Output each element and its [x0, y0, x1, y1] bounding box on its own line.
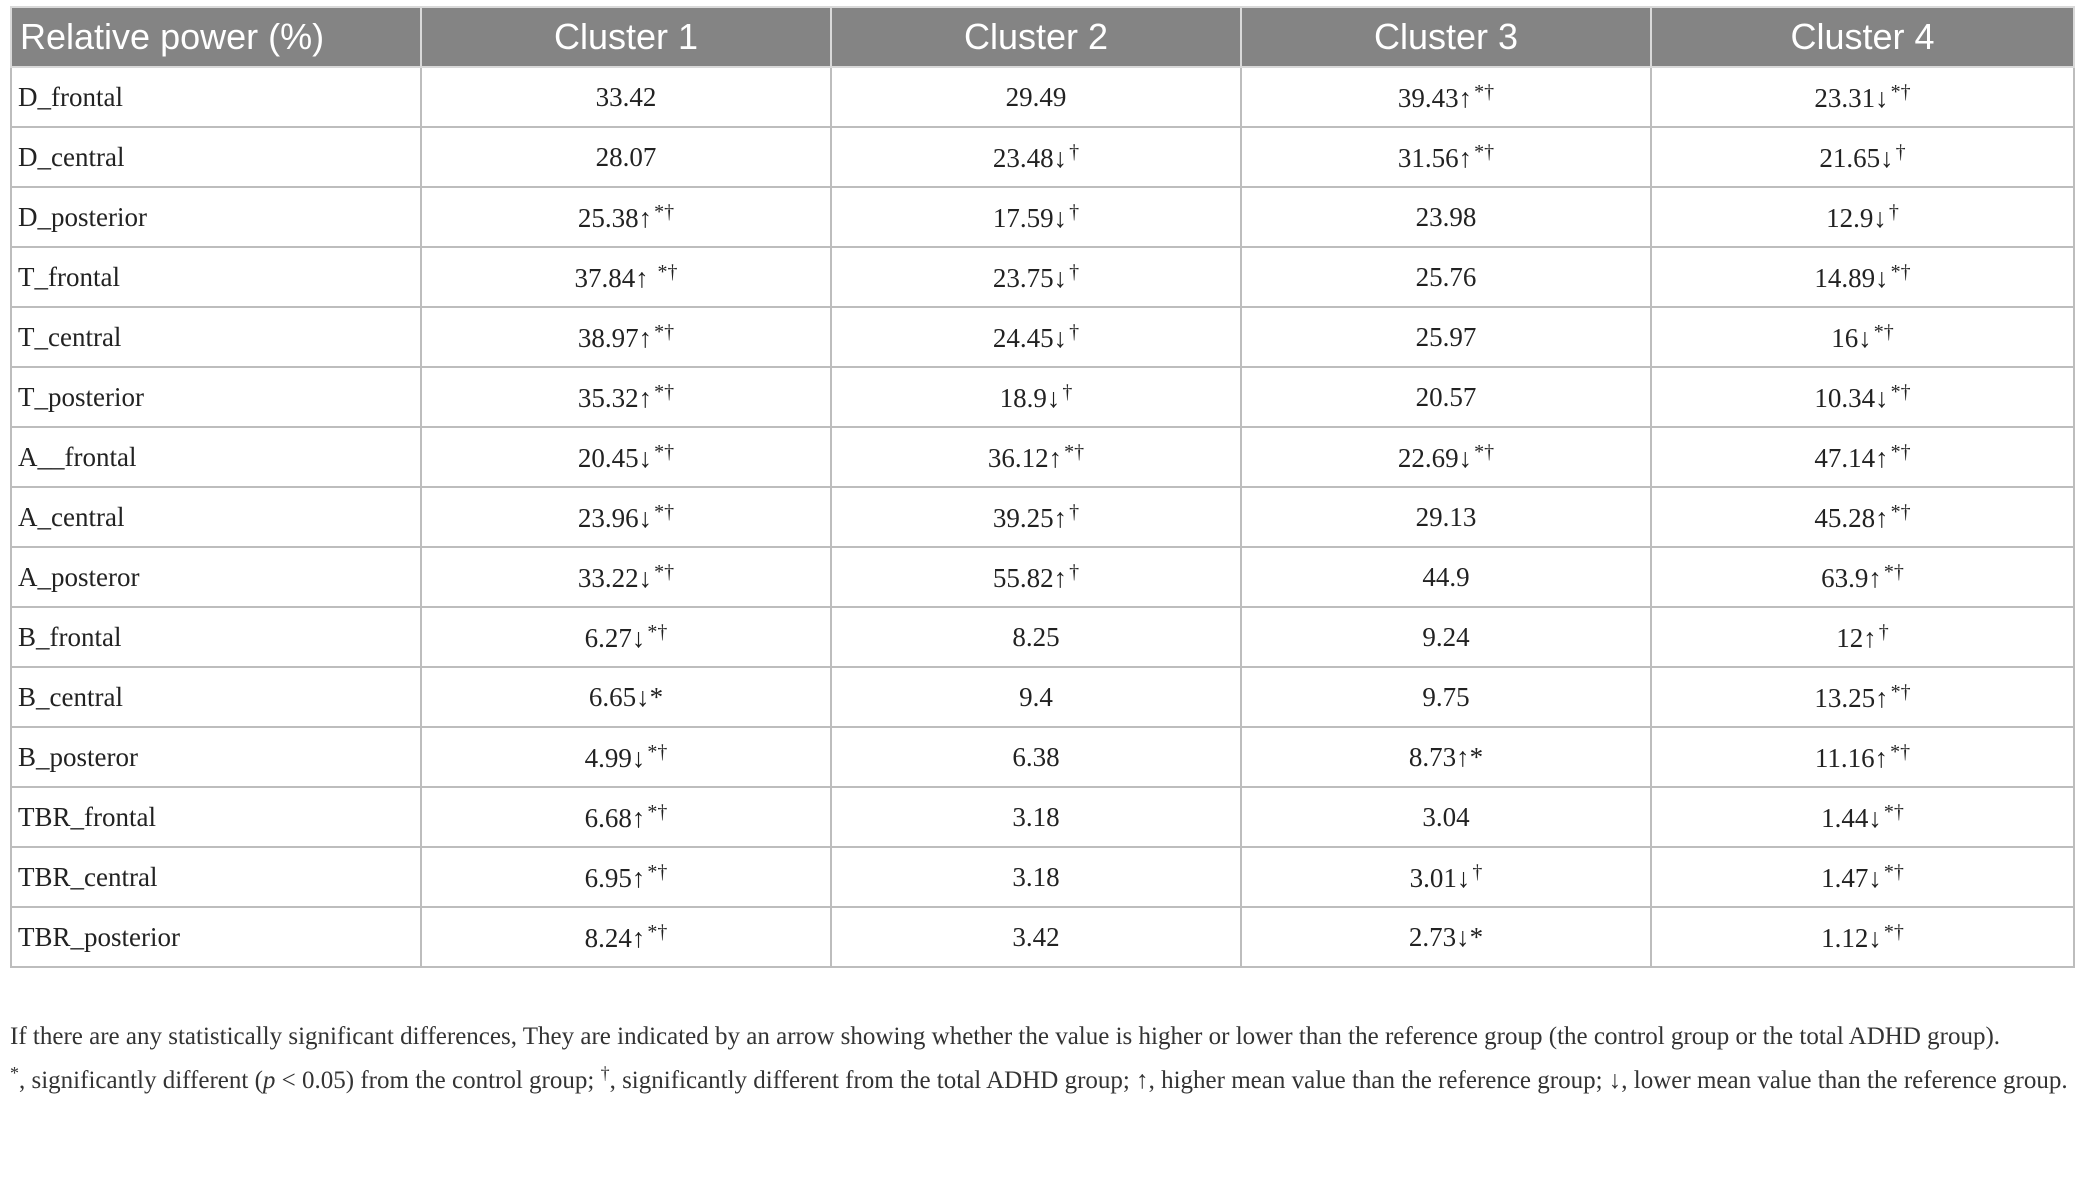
cell-value: 14.89↓	[1814, 262, 1889, 293]
cell-value: 1.12↓	[1821, 922, 1882, 953]
significance-marker: *†	[1474, 140, 1495, 163]
cluster-2-value	[831, 667, 1241, 727]
significance-marker: *†	[657, 260, 678, 283]
cluster-4-value	[1651, 247, 2074, 307]
cell-value: 12.9↓	[1826, 202, 1887, 233]
cell-value: 13.25↑	[1814, 682, 1889, 713]
cluster-2-value	[831, 547, 1241, 607]
cell-value: 4.99↓	[584, 742, 646, 773]
cluster-1-value	[421, 487, 831, 547]
cell-value: 17.59↓	[992, 202, 1068, 233]
cell-value: 12↑	[1836, 622, 1877, 653]
footnote-text-a: , significantly different (	[19, 1067, 263, 1094]
cluster-4-value	[1651, 187, 2074, 247]
cluster-4-value	[1651, 307, 2074, 367]
significance-marker: †	[1472, 860, 1483, 883]
cell-value: 18.9↓	[999, 382, 1061, 413]
significance-marker: *†	[647, 860, 668, 883]
cluster-3-value	[1241, 667, 1651, 727]
significance-marker: *†	[1890, 680, 1911, 703]
significance-marker: *†	[1064, 440, 1085, 463]
significance-marker: *†	[647, 800, 668, 823]
cluster-3-value	[1241, 607, 1651, 667]
cell-value: 3.18	[1012, 861, 1060, 892]
cell-value: 25.97	[1415, 321, 1477, 352]
header-cluster-4: Cluster 4	[1651, 7, 2074, 67]
cluster-4-value	[1651, 367, 2074, 427]
cluster-2-value	[831, 67, 1241, 127]
significance-marker: *†	[654, 200, 675, 223]
cluster-1-value	[421, 247, 831, 307]
significance-marker: *†	[1890, 440, 1911, 463]
cell-value: 22.69↓	[1397, 442, 1473, 473]
cluster-3-value	[1241, 787, 1651, 847]
cell-value: 21.65↓	[1819, 142, 1894, 173]
cluster-4-value	[1651, 667, 2074, 727]
significance-marker: †	[1878, 620, 1889, 643]
cell-value: 35.32↑	[577, 382, 653, 413]
table-row	[11, 127, 2074, 187]
cluster-2-value	[831, 127, 1241, 187]
cell-value: 6.38	[1012, 741, 1060, 772]
row-label: D_frontal	[11, 67, 421, 127]
cell-value: 11.16↑	[1814, 742, 1889, 773]
cluster-3-value	[1241, 67, 1651, 127]
significance-marker: *†	[654, 440, 675, 463]
cluster-3-value	[1241, 367, 1651, 427]
cell-value: 55.82↑	[992, 562, 1068, 593]
significance-marker: *†	[1873, 320, 1894, 343]
cell-value: 6.65↓*	[588, 681, 664, 712]
cell-value: 8.24↑	[584, 922, 646, 953]
row-label: B_central	[11, 667, 421, 727]
header-cluster-1: Cluster 1	[421, 7, 831, 67]
row-label: A_central	[11, 487, 421, 547]
table-row	[11, 667, 2074, 727]
table-row	[11, 187, 2074, 247]
cluster-4-value	[1651, 907, 2074, 967]
significance-marker: †	[1062, 380, 1073, 403]
cell-value: 1.47↓	[1821, 862, 1882, 893]
row-label: D_posterior	[11, 187, 421, 247]
cell-value: 3.18	[1012, 801, 1060, 832]
cluster-3-value	[1241, 187, 1651, 247]
significance-marker: †	[1069, 200, 1080, 223]
footnote-text-c: , significantly different from the total ADHD group; ↑, higher mean value than the reference group; ↓, lower mean value than the reference group.	[609, 1067, 2068, 1094]
cluster-2-value	[831, 367, 1241, 427]
cell-value: 16↓	[1831, 322, 1872, 353]
header-cluster-3: Cluster 3	[1241, 7, 1651, 67]
cluster-2-value	[831, 427, 1241, 487]
cell-value: 39.43↑	[1397, 82, 1473, 113]
results-table-container	[10, 6, 2073, 968]
significance-marker: †	[1069, 140, 1080, 163]
significance-marker: *†	[1883, 860, 1904, 883]
significance-marker: *†	[654, 500, 675, 523]
cluster-2-value	[831, 487, 1241, 547]
table-row	[11, 907, 2074, 967]
footnote-text-b: < 0.05) from the control group;	[275, 1067, 601, 1094]
cell-value: 6.27↓	[584, 622, 646, 653]
cluster-1-value	[421, 727, 831, 787]
cluster-1-value	[421, 607, 831, 667]
significance-marker: †	[1069, 500, 1080, 523]
cluster-4-value	[1651, 67, 2074, 127]
table-row	[11, 787, 2074, 847]
cluster-2-value	[831, 607, 1241, 667]
cell-value: 38.97↑	[577, 322, 653, 353]
header-cluster-2: Cluster 2	[831, 7, 1241, 67]
cell-value: 33.42	[595, 81, 657, 112]
significance-marker: †	[1888, 200, 1899, 223]
cell-value: 29.13	[1415, 501, 1477, 532]
table-row	[11, 307, 2074, 367]
footnote-dagger: †	[600, 1063, 610, 1083]
significance-marker: *†	[1883, 560, 1904, 583]
cell-value: 9.24	[1422, 621, 1470, 652]
significance-marker: *†	[1890, 380, 1911, 403]
cluster-3-value	[1241, 127, 1651, 187]
cell-value: 23.75↓	[992, 262, 1068, 293]
cell-value: 33.22↓	[577, 562, 653, 593]
cell-value: 36.12↑	[987, 442, 1063, 473]
row-label: B_posteror	[11, 727, 421, 787]
cluster-2-value	[831, 787, 1241, 847]
cell-value: 28.07	[595, 141, 657, 172]
row-label: D_central	[11, 127, 421, 187]
table-row	[11, 847, 2074, 907]
significance-marker: †	[1069, 260, 1080, 283]
footnote-arrows: If there are any statistically significant differences, They are indicated by an arrow showing whether the value is higher or lower than the reference group (the control group or the total ADHD group).	[10, 1023, 2001, 1050]
cluster-3-value	[1241, 847, 1651, 907]
cluster-4-value	[1651, 427, 2074, 487]
cluster-1-value	[421, 907, 831, 967]
row-label: A__frontal	[11, 427, 421, 487]
table-header-row	[11, 7, 2074, 67]
table-row	[11, 727, 2074, 787]
cluster-1-value	[421, 667, 831, 727]
relative-power-table	[10, 6, 2075, 968]
significance-marker: †	[1069, 320, 1080, 343]
significance-marker: *†	[1883, 800, 1904, 823]
cluster-4-value	[1651, 547, 2074, 607]
table-row	[11, 487, 2074, 547]
significance-marker: *†	[1890, 740, 1911, 763]
table-row	[11, 367, 2074, 427]
significance-marker: *†	[1890, 80, 1911, 103]
row-label: TBR_frontal	[11, 787, 421, 847]
cluster-1-value	[421, 307, 831, 367]
significance-marker: *†	[1474, 440, 1495, 463]
cluster-1-value	[421, 787, 831, 847]
cell-value: 8.73↑*	[1408, 741, 1484, 772]
cell-value: 47.14↑	[1814, 442, 1889, 473]
row-label: T_posterior	[11, 367, 421, 427]
cell-value: 1.44↓	[1821, 802, 1882, 833]
table-row	[11, 607, 2074, 667]
cell-value: 2.73↓*	[1408, 921, 1484, 952]
cluster-4-value	[1651, 787, 2074, 847]
cell-value: 9.4	[1019, 681, 1053, 712]
table-row	[11, 67, 2074, 127]
cell-value: 20.45↓	[577, 442, 653, 473]
footnote-symbols	[10, 1055, 2073, 1099]
significance-marker: *†	[654, 320, 675, 343]
cluster-3-value	[1241, 907, 1651, 967]
row-label: TBR_central	[11, 847, 421, 907]
cluster-3-value	[1241, 307, 1651, 367]
cluster-4-value	[1651, 847, 2074, 907]
cell-value: 20.57	[1415, 381, 1477, 412]
cell-value: 8.25	[1012, 621, 1060, 652]
significance-marker: *†	[647, 740, 668, 763]
cell-value: 25.76	[1415, 261, 1477, 292]
significance-marker: *†	[647, 920, 668, 943]
cluster-2-value	[831, 187, 1241, 247]
cell-value: 39.25↑	[992, 502, 1068, 533]
cluster-3-value	[1241, 247, 1651, 307]
cell-value: 31.56↑	[1397, 142, 1473, 173]
cell-value: 9.75	[1422, 681, 1470, 712]
cluster-2-value	[831, 847, 1241, 907]
footnote-star: *	[10, 1063, 19, 1083]
cluster-3-value	[1241, 487, 1651, 547]
cluster-4-value	[1651, 487, 2074, 547]
cluster-4-value	[1651, 127, 2074, 187]
cell-value: 63.9↑	[1821, 562, 1882, 593]
significance-marker: †	[1069, 560, 1080, 583]
cluster-4-value	[1651, 607, 2074, 667]
significance-marker: *†	[654, 380, 675, 403]
table-footnotes	[10, 1018, 2073, 1099]
cell-value: 23.48↓	[992, 142, 1068, 173]
cluster-1-value	[421, 67, 831, 127]
significance-marker: *†	[1890, 500, 1911, 523]
cell-value: 23.98	[1415, 201, 1477, 232]
cluster-1-value	[421, 127, 831, 187]
cell-value: 10.34↓	[1814, 382, 1889, 413]
significance-marker: *†	[1883, 920, 1904, 943]
cluster-1-value	[421, 847, 831, 907]
cluster-1-value	[421, 187, 831, 247]
cell-value: 3.01↓	[1409, 862, 1471, 893]
row-label: T_central	[11, 307, 421, 367]
cell-value: 23.31↓	[1814, 82, 1889, 113]
table-row	[11, 547, 2074, 607]
cell-value: 45.28↑	[1814, 502, 1889, 533]
row-label: B_frontal	[11, 607, 421, 667]
cell-value: 3.42	[1012, 921, 1060, 952]
cell-value: 6.68↑	[584, 802, 646, 833]
cell-value: 44.9	[1422, 561, 1470, 592]
row-label: TBR_posterior	[11, 907, 421, 967]
cluster-3-value	[1241, 427, 1651, 487]
cell-value: 29.49	[1005, 81, 1067, 112]
significance-marker: *†	[647, 620, 668, 643]
cluster-2-value	[831, 907, 1241, 967]
cell-value: 25.38↑	[577, 202, 653, 233]
cell-value: 3.04	[1422, 801, 1470, 832]
cluster-1-value	[421, 547, 831, 607]
cluster-2-value	[831, 307, 1241, 367]
row-label: A_posteror	[11, 547, 421, 607]
cluster-1-value	[421, 367, 831, 427]
cluster-1-value	[421, 427, 831, 487]
cluster-3-value	[1241, 727, 1651, 787]
cluster-4-value	[1651, 727, 2074, 787]
cell-value: 24.45↓	[992, 322, 1068, 353]
cluster-2-value	[831, 247, 1241, 307]
significance-marker: *†	[654, 560, 675, 583]
significance-marker: *†	[1474, 80, 1495, 103]
table-row	[11, 247, 2074, 307]
cluster-2-value	[831, 727, 1241, 787]
significance-marker: †	[1895, 140, 1906, 163]
footnote-p: p	[262, 1067, 276, 1094]
significance-marker: *†	[1890, 260, 1911, 283]
cell-value: 37.84↑	[574, 262, 656, 293]
table-row	[11, 427, 2074, 487]
cell-value: 23.96↓	[577, 502, 653, 533]
header-relative-power: Relative power (%)	[11, 7, 421, 67]
row-label: T_frontal	[11, 247, 421, 307]
cluster-3-value	[1241, 547, 1651, 607]
cell-value: 6.95↑	[584, 862, 646, 893]
